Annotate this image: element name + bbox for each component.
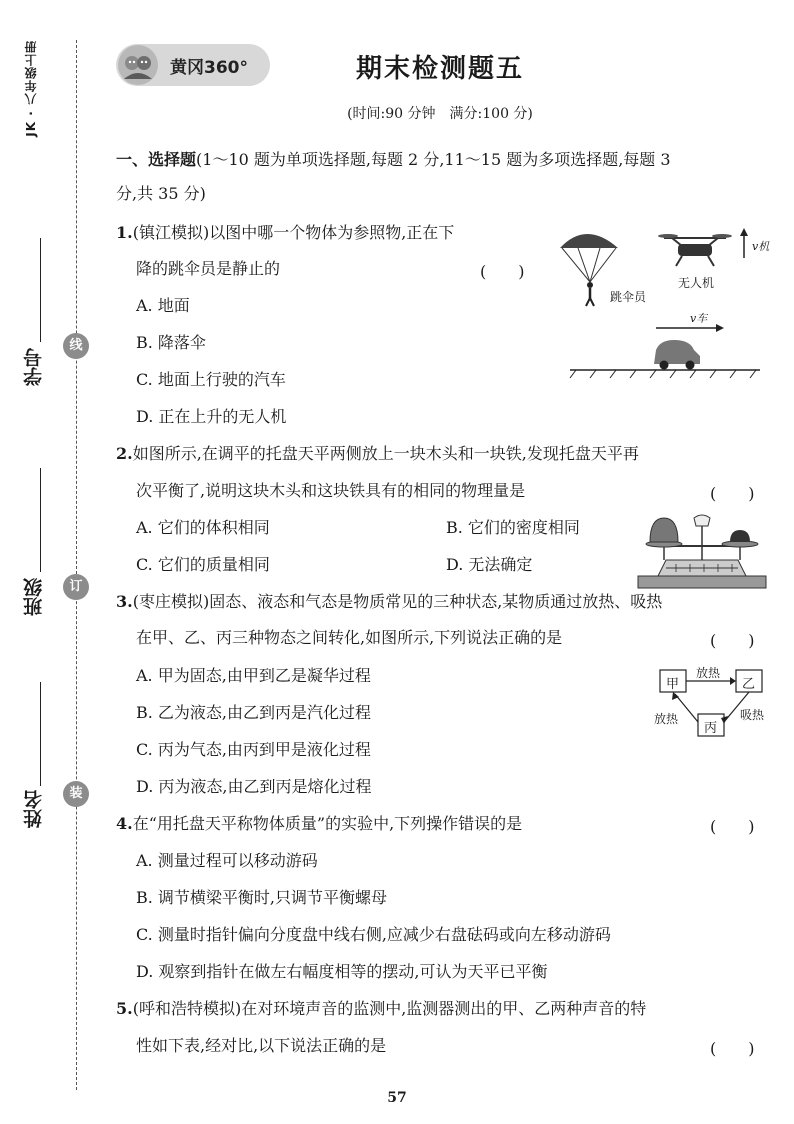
q4-option-c: C. 测量时指针偏向分度盘中线右侧,应减少右盘砝码或向左移动游码 [136,925,611,944]
student-id-label: 学号 [23,348,45,386]
brand-badge [116,44,270,86]
seal-line: 线 [63,333,89,359]
seal-bind: 订 [63,574,89,600]
page-title: 期末检测题五 [355,54,524,84]
section-title: 一、选择题 [116,150,197,169]
arrow-label-right: 吸热 [740,708,765,722]
seal-mount: 装 [63,781,89,807]
drone-icon [658,228,748,266]
series-label: JK · 八年级上册 [24,40,38,137]
q3-option-b: B. 乙为液态,由乙到丙是汽化过程 [136,703,372,722]
section-note: (1～10 题为单项选择题,每题 2 分,11～15 题为多项选择题,每题 3 [196,150,671,169]
state-bing: 丙 [704,721,718,736]
binding-dashed-line [76,40,77,1090]
state-jia: 甲 [666,677,680,692]
brand-logo-icon [118,45,158,85]
ground-and-car [570,324,760,378]
q2-line1 [116,444,639,464]
q2-option-c: C. 它们的质量相同 [136,555,270,574]
arrow-label-left: 放热 [654,712,679,726]
q3-text-2: 在甲、乙、丙三种物态之间转化,如图所示,下列说法正确的是 [136,628,563,647]
q2-balance-figure [636,512,768,590]
student-id-blank [40,238,41,342]
q1-text-2: 降的跳伞员是静止的 [136,259,281,278]
q2-number: 2. [116,444,133,463]
q3-option-c: C. 丙为气态,由丙到甲是液化过程 [136,740,371,759]
class-label: 班级 [23,578,45,616]
q1-number: 1. [116,223,133,242]
q1-option-a: A. 地面 [136,296,190,315]
q2-text-2: 次平衡了,说明这块木头和这块铁具有的相同的物理量是 [136,481,526,500]
q1-figure [556,222,770,380]
name-blank [40,682,41,786]
q5-text-1: (呼和浩特模拟)在对环境声音的监测中,监测器测出的甲、乙两种声音的特 [132,999,647,1018]
q3-option-a: A. 甲为固态,由甲到乙是凝华过程 [136,666,371,685]
q3-state-figure [650,664,770,744]
brand-name: 黄冈360° [170,58,248,78]
section-heading-line [116,150,671,170]
q1-option-b: B. 降落伞 [136,333,206,352]
q3-answer-blank: ( ) [710,631,755,650]
section-note-cont: 分,共 35 分) [116,184,206,203]
state-yi: 乙 [742,677,756,692]
page-number: 57 [387,1090,407,1106]
q5-answer-blank: ( ) [710,1039,755,1058]
jumper-label: 跳伞员 [610,290,647,304]
q2-text-1: 如图所示,在调平的托盘天平两侧放上一块木头和一块铁,发现托盘天平再 [132,444,639,463]
drone-label: 无人机 [678,276,715,290]
q4-option-a: A. 测量过程可以移动游码 [136,851,318,870]
q1-answer-blank: ( ) [480,262,525,281]
q3-number: 3. [116,592,133,611]
drone-velocity-label: v机 [752,240,770,253]
q4-answer-blank: ( ) [710,817,755,836]
q1-option-c: C. 地面上行驶的汽车 [136,370,286,389]
q1-option-d: D. 正在上升的无人机 [136,407,287,426]
q2-option-b: B. 它们的密度相同 [446,518,580,537]
class-blank [40,468,41,572]
q4-text-1: 在“用托盘天平称物体质量”的实验中,下列操作错误的是 [132,814,523,833]
arrow-label-top: 放热 [696,666,721,680]
q5-text-2: 性如下表,经对比,以下说法正确的是 [136,1036,387,1055]
name-label: 姓名 [23,790,45,828]
q1-text-1: (镇江模拟)以图中哪一个物体为参照物,正在下 [132,223,455,242]
q2-option-a: A. 它们的体积相同 [136,518,270,537]
q2-option-d: D. 无法确定 [446,555,533,574]
car-velocity-label: v车 [690,312,708,325]
q5-line1 [116,999,646,1019]
exam-info: (时间:90 分钟 满分:100 分) [347,106,533,122]
q3-line1 [116,592,662,612]
q4-line1 [116,814,522,834]
q3-text-1: (枣庄模拟)固态、液态和气态是物质常见的三种状态,某物质通过放热、吸热 [132,592,663,611]
q4-option-d: D. 观察到指针在做左右幅度相等的摆动,可认为天平已平衡 [136,962,548,981]
q3-option-d: D. 丙为液态,由乙到丙是熔化过程 [136,777,372,796]
q4-number: 4. [116,814,133,833]
q4-option-b: B. 调节横梁平衡时,只调节平衡螺母 [136,888,388,907]
q1-line1 [116,223,454,243]
q5-number: 5. [116,999,133,1018]
q2-answer-blank: ( ) [710,484,755,503]
